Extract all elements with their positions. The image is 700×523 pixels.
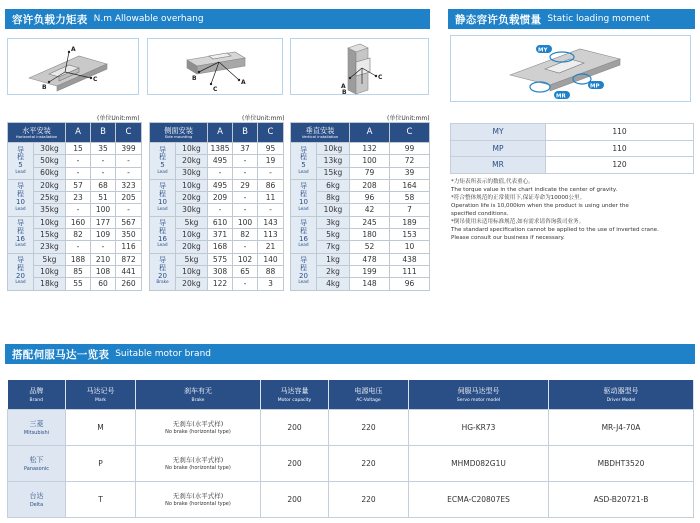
lead-cell: 导 程 5 Lead — [8, 143, 34, 180]
value-cell: 168 — [208, 241, 233, 253]
table-row — [8, 143, 142, 155]
lead-cell: 导 程 5 Lead — [291, 143, 317, 180]
header-brand: 品牌 Brand — [8, 380, 66, 409]
overhang-title-cn: 容许负载力矩表 — [12, 13, 88, 26]
static-row-mp: MP 110 — [451, 140, 694, 157]
value-cell: 82 — [66, 229, 91, 241]
col-a: A — [350, 123, 390, 143]
value-cell: 495 — [208, 155, 233, 167]
value-cell: - — [233, 278, 258, 290]
table-row — [150, 253, 284, 265]
load-cell: 23kg — [34, 241, 66, 253]
value-cell: 51 — [91, 192, 116, 204]
value-cell: - — [208, 204, 233, 216]
value-cell: 95 — [258, 143, 284, 155]
value-cell: 19 — [258, 155, 284, 167]
vertical-install-diagram — [290, 38, 429, 95]
value-cell: 23 — [66, 192, 91, 204]
lead-cell: 导 程 16 Lead — [291, 216, 317, 253]
value-cell: 209 — [208, 192, 233, 204]
value-cell: 177 — [91, 216, 116, 228]
svg-text:C: C — [378, 74, 383, 81]
value-cell: - — [91, 155, 116, 167]
brand-cell: 三菱 Mitsubishi — [8, 409, 66, 445]
value-cell: 37 — [233, 143, 258, 155]
voltage-cell: 220 — [329, 445, 409, 481]
mark-cell: T — [66, 481, 136, 517]
static-load-diagram — [450, 35, 691, 102]
lead-cell: 导 程 16 Lead — [8, 216, 34, 253]
value-cell: 143 — [258, 216, 284, 228]
value-cell: 116 — [116, 241, 142, 253]
value-cell: 441 — [116, 265, 142, 277]
servo-cell: ECMA-C20807ES — [409, 481, 549, 517]
motor-section-header — [5, 344, 695, 364]
col-a: A — [66, 123, 91, 143]
load-cell: 35kg — [34, 204, 66, 216]
value-cell: 58 — [390, 192, 430, 204]
value-cell: 7 — [390, 204, 430, 216]
static-row-my: MY 110 — [451, 124, 694, 141]
svg-text:MP: MP — [590, 83, 600, 90]
load-cell: 20kg — [176, 278, 208, 290]
load-cell: 20kg — [176, 192, 208, 204]
value-cell: 96 — [350, 192, 390, 204]
load-cell: 1kg — [317, 253, 350, 265]
horizontal-overhang-table — [7, 122, 142, 291]
svg-text:A: A — [241, 79, 246, 86]
value-cell: 10 — [390, 241, 430, 253]
header-capacity: 马达容量 Motor capacity — [261, 380, 329, 409]
motor-title-en: Suitable motor brand — [115, 349, 211, 359]
load-cell: 5kg — [317, 229, 350, 241]
table-row — [150, 143, 284, 155]
col-c: C — [258, 123, 284, 143]
value-cell: 610 — [208, 216, 233, 228]
mark-cell: M — [66, 409, 136, 445]
load-cell: 10kg — [176, 229, 208, 241]
value-cell: 438 — [390, 253, 430, 265]
static-title-cn: 静态容许负载惯量 — [455, 13, 542, 26]
value-cell: - — [233, 167, 258, 179]
value-cell: - — [208, 167, 233, 179]
value-cell: 108 — [91, 265, 116, 277]
value-cell: 495 — [208, 179, 233, 191]
svg-text:B: B — [342, 89, 347, 95]
unit-label-vertical: (单位Unit:mm) — [387, 115, 430, 122]
lead-cell: 导 程 20 Brake — [150, 253, 176, 290]
value-cell: 88 — [258, 265, 284, 277]
load-cell: 20kg — [176, 241, 208, 253]
col-c: C — [390, 123, 430, 143]
value-cell: 180 — [350, 229, 390, 241]
load-cell: 4kg — [317, 278, 350, 290]
servo-cell: MHMD082G1U — [409, 445, 549, 481]
header-voltage: 电源电压 AC-Voltage — [329, 380, 409, 409]
horizontal-install-diagram — [7, 38, 139, 95]
load-cell: 10kg — [176, 143, 208, 155]
value-cell: 35 — [91, 143, 116, 155]
load-cell: 8kg — [317, 192, 350, 204]
value-cell: - — [66, 204, 91, 216]
value-cell: - — [116, 155, 142, 167]
value-cell: 399 — [116, 143, 142, 155]
value-cell: 100 — [350, 155, 390, 167]
load-cell: 5kg — [176, 216, 208, 228]
value-cell: 82 — [233, 229, 258, 241]
label-b: B — [42, 84, 47, 91]
value-cell: 189 — [390, 216, 430, 228]
load-cell: 5kg — [34, 253, 66, 265]
note-line: The torque value in the chart indicate the center of gravity. — [451, 187, 618, 193]
value-cell: 85 — [66, 265, 91, 277]
svg-text:A: A — [341, 83, 346, 90]
value-cell: 308 — [208, 265, 233, 277]
note-line: *力矩表所表示的数值,代表重心。 — [451, 179, 534, 185]
col-b: B — [91, 123, 116, 143]
static-load-table — [450, 123, 694, 174]
value-cell: 39 — [390, 167, 430, 179]
static-title-en: Static loading moment — [547, 14, 650, 24]
table-row — [291, 216, 430, 228]
value-cell: 575 — [208, 253, 233, 265]
capacity-cell: 200 — [261, 481, 329, 517]
lead-cell: 导 程 5 Lead — [150, 143, 176, 180]
value-cell: - — [66, 167, 91, 179]
load-cell: 15kg — [317, 167, 350, 179]
value-cell: 188 — [66, 253, 91, 265]
note-line: Please consult our business if necessary. — [451, 235, 565, 241]
value-cell: 872 — [116, 253, 142, 265]
motor-table — [7, 380, 694, 518]
value-cell: 72 — [390, 155, 430, 167]
voltage-cell: 220 — [329, 481, 409, 517]
voltage-cell: 220 — [329, 409, 409, 445]
load-cell: 10kg — [176, 265, 208, 277]
value-cell: - — [233, 155, 258, 167]
svg-text:B: B — [192, 75, 197, 82]
side-install-diagram — [147, 38, 283, 95]
value-cell: 164 — [390, 179, 430, 191]
value-cell: 205 — [116, 192, 142, 204]
lead-cell: 导 程 10 Lead — [150, 179, 176, 216]
capacity-cell: 200 — [261, 409, 329, 445]
side-header: 侧面安装 Side mounting — [150, 123, 208, 143]
value-cell: 57 — [66, 179, 91, 191]
value-cell: - — [258, 204, 284, 216]
note-line: *倒吊使用未适用标准规范,如有需求请咨询我司业务。 — [451, 219, 585, 225]
load-cell: 18kg — [34, 278, 66, 290]
value-cell: 208 — [350, 179, 390, 191]
load-cell: 20kg — [176, 155, 208, 167]
value-cell: 122 — [208, 278, 233, 290]
note-line: The standard specification cannot be applied to the use of inverted crane. — [451, 227, 659, 233]
table-row — [150, 179, 284, 191]
load-cell: 50kg — [34, 155, 66, 167]
load-cell: 10kg — [34, 216, 66, 228]
table-row — [8, 253, 142, 265]
value-cell: 153 — [390, 229, 430, 241]
table-row — [150, 216, 284, 228]
load-cell: 30kg — [176, 167, 208, 179]
load-cell: 13kg — [317, 155, 350, 167]
load-cell: 60kg — [34, 167, 66, 179]
load-cell: 10kg — [34, 265, 66, 277]
value-cell: 148 — [350, 278, 390, 290]
notes — [451, 178, 659, 242]
value-cell: - — [91, 241, 116, 253]
value-cell: 260 — [116, 278, 142, 290]
value-cell: 323 — [116, 179, 142, 191]
value-cell: 350 — [116, 229, 142, 241]
value-cell: 111 — [390, 265, 430, 277]
value-cell: 3 — [258, 278, 284, 290]
value-cell: 86 — [258, 179, 284, 191]
note-line: *符合整体规范的正常使用下,保证寿命为10000公里。 — [451, 195, 586, 201]
load-cell: 5kg — [176, 253, 208, 265]
lead-cell: 导 程 20 Lead — [8, 253, 34, 290]
header-brake: 刹车有无 Brake — [136, 380, 261, 409]
side-overhang-table — [149, 122, 284, 291]
value-cell: 79 — [350, 167, 390, 179]
unit-label-side: (单位Unit:mm) — [242, 115, 285, 122]
value-cell: 567 — [116, 216, 142, 228]
value-cell: 140 — [258, 253, 284, 265]
brand-cell: 松下 Panasonic — [8, 445, 66, 481]
table-row — [8, 216, 142, 228]
load-cell: 6kg — [317, 179, 350, 191]
motor-title-cn: 搭配伺服马达一览表 — [12, 348, 110, 361]
svg-text:MR: MR — [556, 93, 566, 100]
value-cell: 132 — [350, 143, 390, 155]
value-cell: - — [66, 155, 91, 167]
value-cell: - — [233, 192, 258, 204]
value-cell: 160 — [66, 216, 91, 228]
value-cell: 42 — [350, 204, 390, 216]
value-cell: 100 — [233, 216, 258, 228]
value-cell: 52 — [350, 241, 390, 253]
load-cell: 15kg — [34, 229, 66, 241]
lead-cell: 导 程 20 Lead — [291, 253, 317, 290]
header-mark: 马达记号 Mark — [66, 380, 136, 409]
value-cell: 113 — [258, 229, 284, 241]
load-cell: 10kg — [317, 143, 350, 155]
overhang-section-header — [5, 9, 430, 29]
value-cell: - — [91, 167, 116, 179]
static-row-mr: MR 120 — [451, 157, 694, 174]
lead-cell: 导 程 16 Lead — [150, 216, 176, 253]
col-c: C — [116, 123, 142, 143]
header-servo: 伺服马达型号 Servo motor model — [409, 380, 549, 409]
value-cell: 68 — [91, 179, 116, 191]
static-section-header — [448, 9, 695, 29]
value-cell: - — [66, 241, 91, 253]
load-cell: 10kg — [176, 179, 208, 191]
value-cell: 199 — [350, 265, 390, 277]
table-row — [291, 253, 430, 265]
table-row — [291, 143, 430, 155]
value-cell: 96 — [390, 278, 430, 290]
label-a: A — [71, 46, 76, 53]
value-cell: 100 — [91, 204, 116, 216]
unit-label-horizontal: (单位Unit:mm) — [97, 115, 140, 122]
value-cell: 65 — [233, 265, 258, 277]
value-cell: 99 — [390, 143, 430, 155]
value-cell: 21 — [258, 241, 284, 253]
value-cell: 109 — [91, 229, 116, 241]
motor-row — [8, 481, 694, 517]
table-row — [291, 179, 430, 191]
load-cell: 3kg — [317, 216, 350, 228]
overhang-title-en: N.m Allowable overhang — [93, 14, 204, 24]
value-cell: 102 — [233, 253, 258, 265]
value-cell: 245 — [350, 216, 390, 228]
col-b: B — [233, 123, 258, 143]
load-cell: 2kg — [317, 265, 350, 277]
value-cell: - — [116, 204, 142, 216]
value-cell: - — [258, 167, 284, 179]
load-cell: 30kg — [34, 143, 66, 155]
horizontal-header: 水平安装 Horizontal installation — [8, 123, 66, 143]
note-line: Operation life is 10,000km when the product is using under the — [451, 203, 629, 209]
value-cell: 15 — [66, 143, 91, 155]
brake-cell: 无刹车(水平式样) No brake (horizontal type) — [136, 409, 261, 445]
vertical-header: 垂直安装 Vertical installation — [291, 123, 350, 143]
driver-cell: MR-J4-70A — [549, 409, 694, 445]
value-cell: - — [116, 167, 142, 179]
svg-text:MY: MY — [538, 47, 548, 54]
value-cell: - — [233, 241, 258, 253]
svg-text:C: C — [213, 86, 218, 93]
brake-cell: 无刹车(水平式样) No brake (horizontal type) — [136, 445, 261, 481]
load-cell: 25kg — [34, 192, 66, 204]
brand-cell: 台达 Delta — [8, 481, 66, 517]
brake-cell: 无刹车(水平式样) No brake (horizontal type) — [136, 481, 261, 517]
load-cell: 7kg — [317, 241, 350, 253]
driver-cell: ASD-B20721-B — [549, 481, 694, 517]
load-cell: 30kg — [176, 204, 208, 216]
driver-cell: MBDHT3520 — [549, 445, 694, 481]
note-line: specified conditions. — [451, 211, 509, 217]
servo-cell: HG-KR73 — [409, 409, 549, 445]
col-a: A — [208, 123, 233, 143]
value-cell: 478 — [350, 253, 390, 265]
load-cell: 10kg — [317, 204, 350, 216]
value-cell: - — [233, 204, 258, 216]
lead-cell: 导 程 10 Lead — [291, 179, 317, 216]
value-cell: 1385 — [208, 143, 233, 155]
vertical-overhang-table — [290, 122, 430, 291]
load-cell: 20kg — [34, 179, 66, 191]
motor-row — [8, 409, 694, 445]
value-cell: 210 — [91, 253, 116, 265]
motor-row — [8, 445, 694, 481]
header-driver: 驱动器型号 Driver Model — [549, 380, 694, 409]
value-cell: 60 — [91, 278, 116, 290]
lead-cell: 导 程 10 Lead — [8, 179, 34, 216]
value-cell: 371 — [208, 229, 233, 241]
mark-cell: P — [66, 445, 136, 481]
value-cell: 29 — [233, 179, 258, 191]
table-row — [8, 179, 142, 191]
value-cell: 11 — [258, 192, 284, 204]
capacity-cell: 200 — [261, 445, 329, 481]
value-cell: 55 — [66, 278, 91, 290]
label-c: C — [93, 76, 98, 83]
